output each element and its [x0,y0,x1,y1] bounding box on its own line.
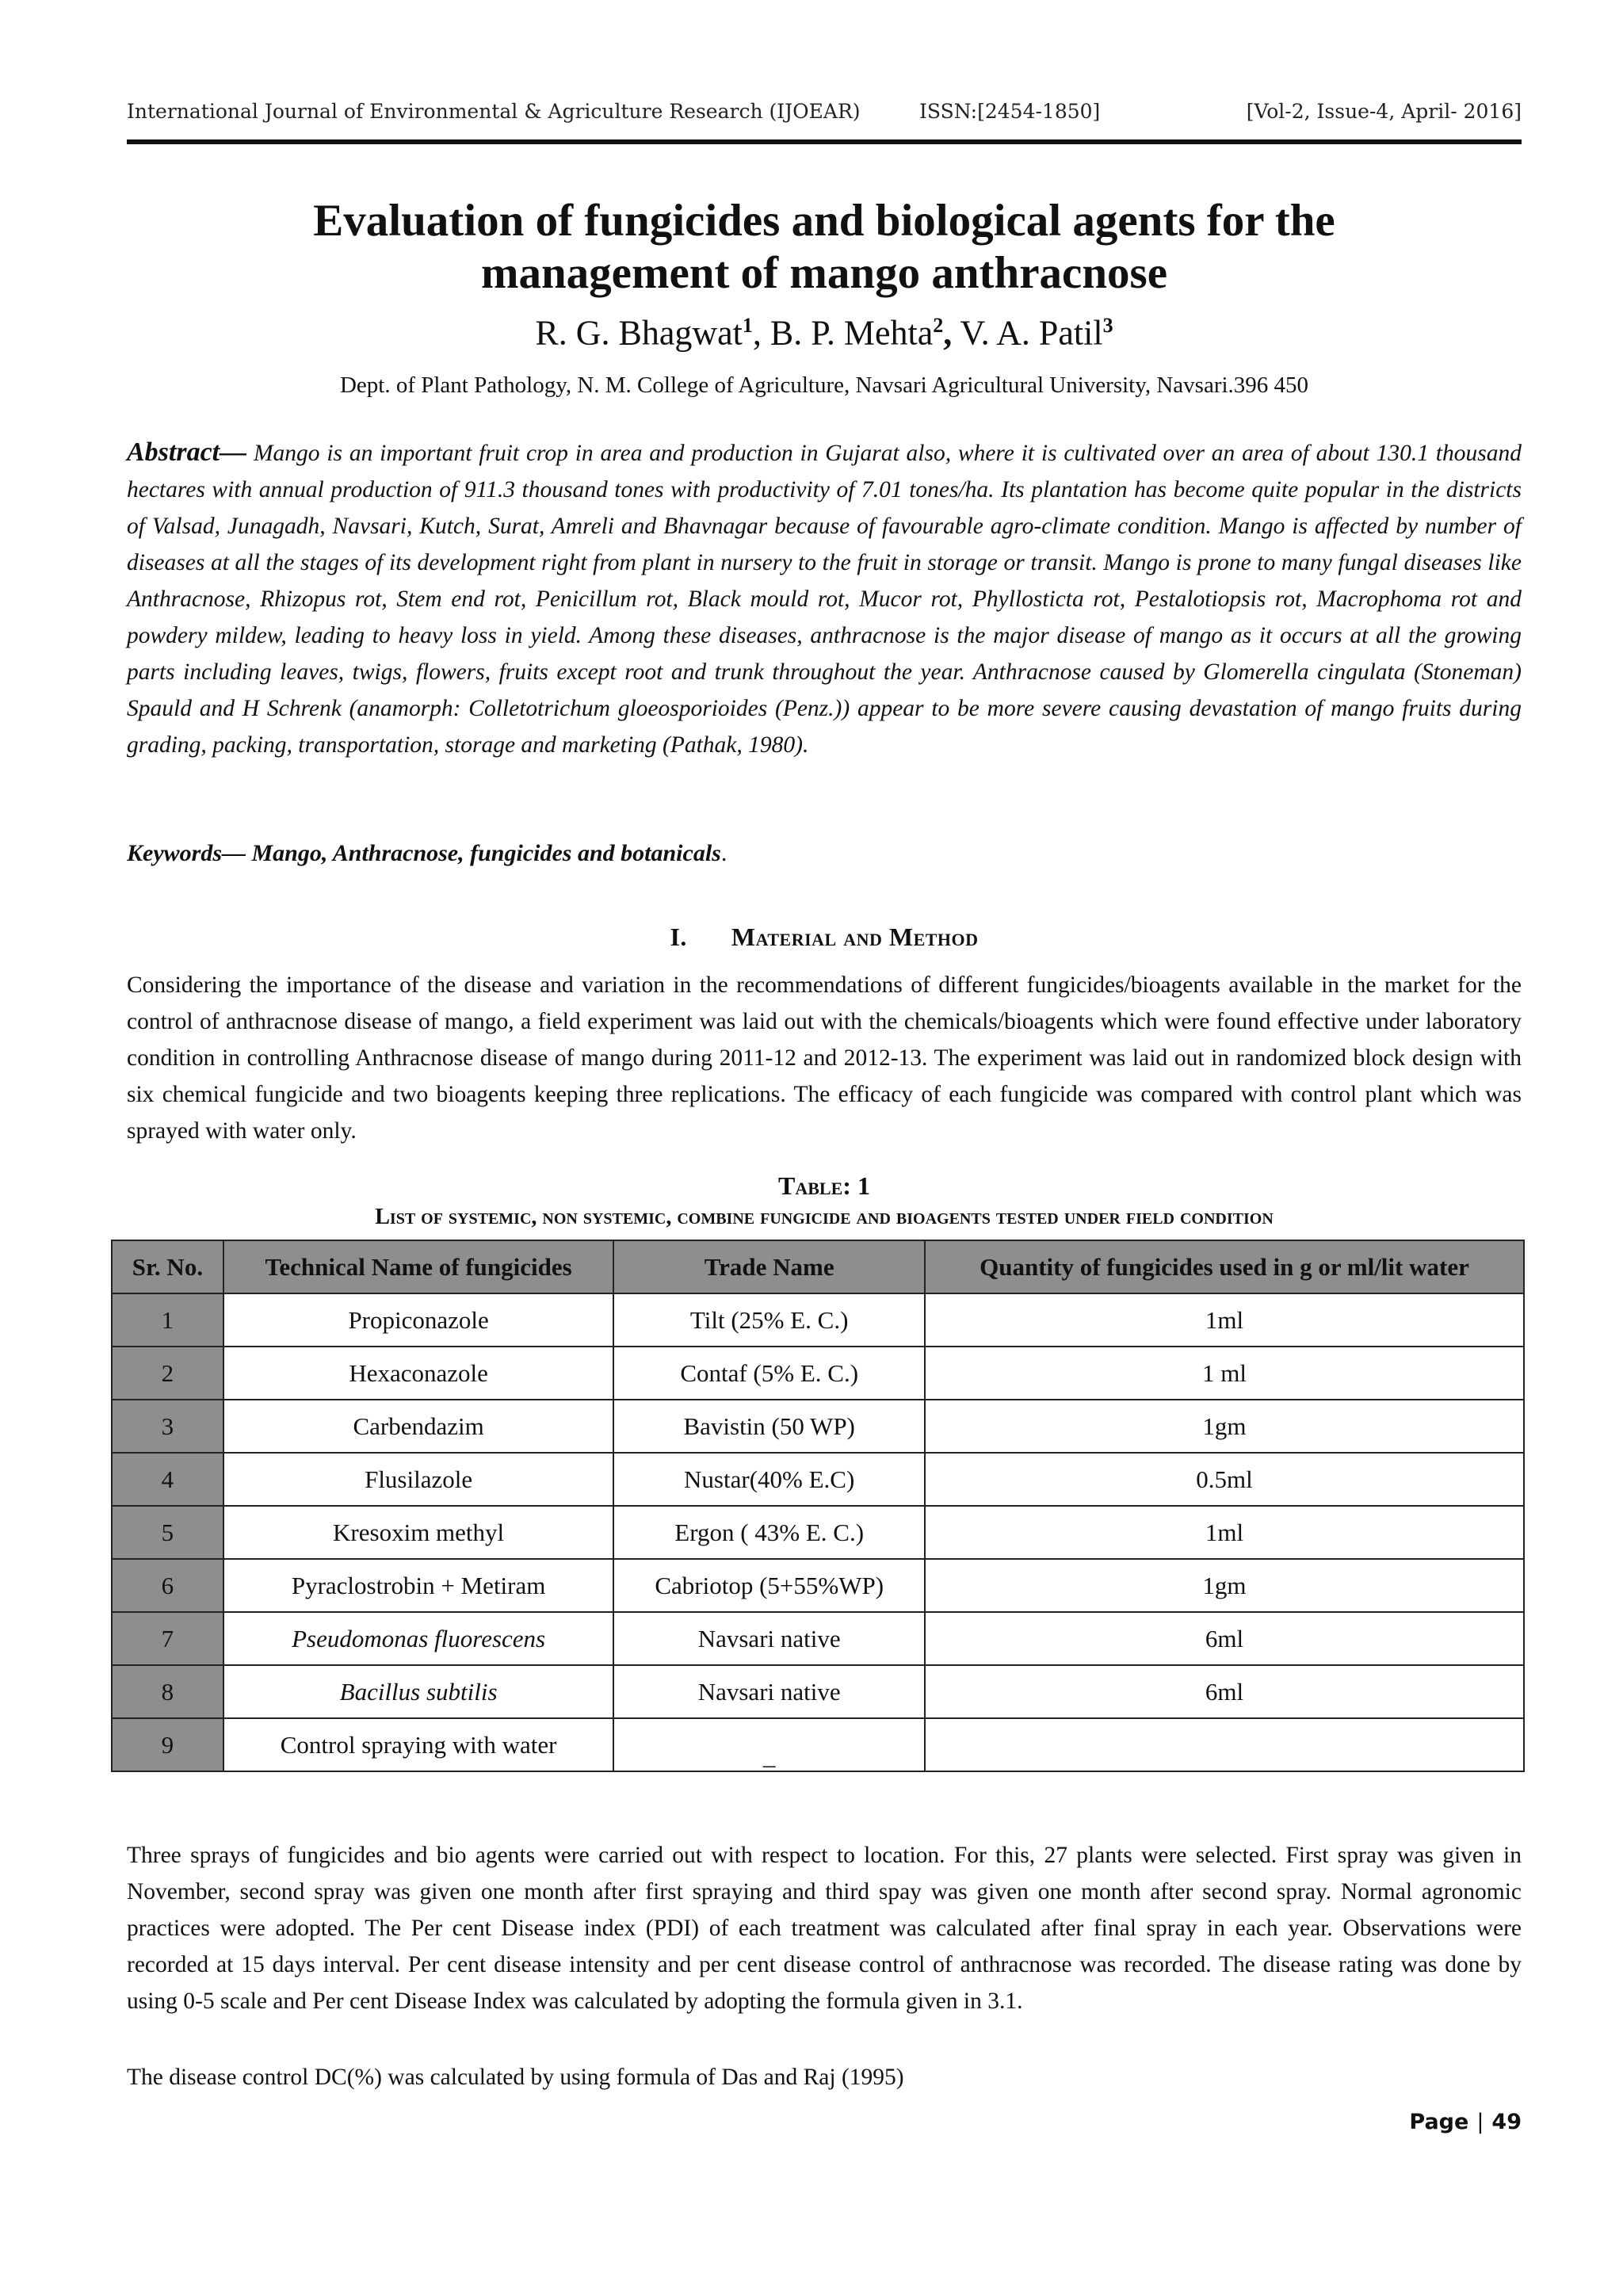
table-row [112,1612,1524,1665]
table-row [112,1453,1524,1506]
cell-trade-name: Bavistin (50 WP) [613,1400,925,1453]
cell-sr-no: 5 [112,1506,223,1559]
cell-quantity: 1gm [925,1400,1524,1453]
table-row [112,1347,1524,1400]
header-technical-name: Technical Name of fungicides [223,1240,614,1293]
issn: ISSN:[2454-1850] [919,100,1101,123]
keywords-end: . [720,840,727,866]
cell-technical-name: Carbendazim [223,1400,614,1453]
author-affiliation-mark: 2 [933,314,944,337]
cell-quantity: 1gm [925,1559,1524,1612]
table-row [112,1718,1524,1771]
cell-sr-no: 1 [112,1293,223,1347]
cell-trade-name: Contaf (5% E. C.) [613,1347,925,1400]
table-label: Table: 1 [778,1171,870,1200]
header-quantity: Quantity of fungicides used in g or ml/lit water [925,1240,1524,1293]
paper-page [127,0,1522,2296]
abstract [127,434,1522,763]
body-paragraph: The disease control DC(%) was calculated by using formula of Das and Raj (1995) [127,2065,904,2090]
cell-quantity: 1ml [925,1506,1524,1559]
cell-technical-name: Kresoxim methyl [223,1506,614,1559]
cell-sr-no: 6 [112,1559,223,1612]
running-header [127,100,1522,144]
title-line-1: Evaluation of fungicides and biological agents for the [313,196,1335,246]
fungicide-table [111,1240,1525,1772]
cell-trade-name: Ergon ( 43% E. C.) [613,1506,925,1559]
page-label: Page [1409,2110,1469,2134]
table-row [112,1400,1524,1453]
author-name: V. A. Patil [960,313,1103,353]
author-affiliation-mark: 3 [1102,314,1113,337]
page-number [1409,2110,1522,2134]
abstract-label: Abstract— [127,437,247,467]
author-list: R. G. Bhagwat$^1$, B. P. Mehta$^2$, V. A. Patil$^3$ [535,313,1113,353]
cell-quantity: 1 ml [925,1347,1524,1400]
cell-sr-no: 9 [112,1718,223,1771]
table-caption: List of systemic, non systemic, combine fungicide and bioagents tested under field condition [375,1205,1274,1229]
volume-issue: [Vol-2, Issue-4, April- 2016] [1246,100,1522,123]
cell-trade-name: _ [613,1718,925,1771]
journal-name: International Journal of Environmental & Agriculture Research (IJOEAR) [127,100,861,123]
abstract-text: Mango is an important fruit crop in area and production in Gujarat also, where it is cultivated over an area of about 130.1 thousand hectares with annual production of 911.3 thousand tones with productivity of 7.01 tones/ha. Its plantation has become quite popular in the districts of Valsad, Junagadh, Navsari, Kutch, Surat, Amreli and Bhavnagar because of favourable agro-climate condition. Mango is affected by number of diseases at all the stages of its development right from plant in nursery to the fruit in storage or transit. Mango is prone to many fungal diseases like Anthracnose, Rhizopus rot, Stem end rot, Penicillum rot, Black mould rot, Mucor rot, Phyllosticta rot, Pestalotiopsis rot, Macrophoma rot and powdery mildew, leading to heavy loss in yield. Among these diseases, anthracnose is the major disease of mango as it occurs at all the growing parts including leaves, twigs, flowers, fruits except root and trunk throughout the year. Anthracnose caused by Glomerella cingulata (Stoneman) Spauld and H Schrenk (anamorph: Colletotrichum gloeosporioides (Penz.)) appear to be more severe causing devastation of mango fruits during grading, packing, transportation, storage and marketing (Pathak, 1980). [127,441,1522,758]
table-row [112,1293,1524,1347]
page-number-value: 49 [1491,2110,1522,2134]
cell-technical-name: Pseudomonas fluorescens [223,1612,614,1665]
cell-technical-name: Flusilazole [223,1453,614,1506]
author-name: B. P. Mehta [769,313,934,353]
cell-quantity [925,1718,1524,1771]
cell-trade-name: Nustar(40% E.C) [613,1453,925,1506]
keywords-text: Mango, Anthracnose, fungicides and botanicals [246,840,721,866]
section-number: I. [670,923,687,951]
cell-quantity: 6ml [925,1612,1524,1665]
cell-quantity: 6ml [925,1665,1524,1718]
cell-trade-name: Navsari native [613,1612,925,1665]
cell-trade-name: Cabriotop (5+55%WP) [613,1559,925,1612]
header-trade-name: Trade Name [613,1240,925,1293]
cell-sr-no: 7 [112,1612,223,1665]
cell-sr-no: 4 [112,1453,223,1506]
cell-quantity: 0.5ml [925,1453,1524,1506]
title-line-2: management of mango anthracnose [480,248,1168,298]
keywords-label: Keywords— [127,840,246,866]
author-affiliation-mark: 1 [742,314,753,337]
cell-technical-name: Bacillus subtilis [223,1665,614,1718]
cell-technical-name: Pyraclostrobin + Metiram [223,1559,614,1612]
body-paragraph: Three sprays of fungicides and bio agents were carried out with respect to location. For this, 27 plants were selected. First spray was given in November, second spray was given one month after first spraying and third spay was given one month after second spray. Normal agronomic practices were adopted. The Per cent Disease index (PDI) of each treatment was calculated after final spray in each year. Observations were recorded at 15 days interval. Per cent disease intensity and per cent disease control of anthracnose was recorded. The disease rating was done by using 0-5 scale and Per cent Disease Index was calculated by adopting the formula given in 3.1. [127,1843,1522,2014]
paper-title [127,195,1522,300]
cell-sr-no: 2 [112,1347,223,1400]
cell-quantity: 1ml [925,1293,1524,1347]
cell-technical-name: Propiconazole [223,1293,614,1347]
cell-sr-no: 3 [112,1400,223,1453]
author-name: R. G. Bhagwat [535,313,743,353]
body-paragraph: Considering the importance of the disease and variation in the recommendations of different fungicides/bioagents available in the market for the control of anthracnose disease of mango, a field experiment was laid out with the chemicals/bioagents which were found effective under laboratory condition in controlling Anthracnose disease of mango during 2011-12 and 2012-13. The experiment was laid out in randomized block design with six chemical fungicide and two bioagents keeping three replications. The efficacy of each fungicide was compared with control plant which was sprayed with water only. [127,972,1522,1144]
affiliation: Dept. of Plant Pathology, N. M. College of Agriculture, Navsari Agricultural University, Navsari.396 450 [339,372,1309,398]
keywords [127,840,1522,867]
table-row [112,1665,1524,1718]
cell-trade-name: Navsari native [613,1665,925,1718]
table-row [112,1506,1524,1559]
section-title: Material and Method [731,923,979,951]
page-separator: | [1476,2110,1484,2134]
cell-sr-no: 8 [112,1665,223,1718]
table-header-row [112,1240,1524,1293]
cell-technical-name: Control spraying with water [223,1718,614,1771]
section-heading [127,923,1522,952]
table-row [112,1559,1524,1612]
cell-trade-name: Tilt (25% E. C.) [613,1293,925,1347]
cell-technical-name: Hexaconazole [223,1347,614,1400]
header-sr-no: Sr. No. [112,1240,223,1293]
